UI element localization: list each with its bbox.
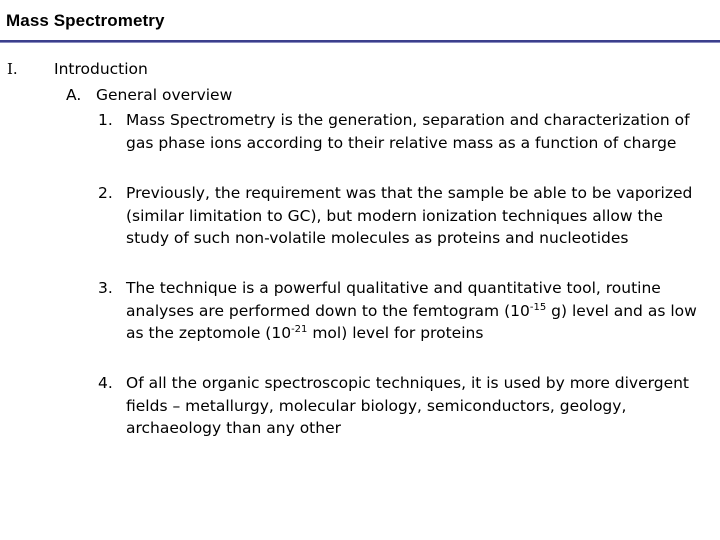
subsection-letter: A. (66, 86, 82, 104)
exponent-femtogram: -15 (529, 301, 547, 313)
list-item-3 (126, 277, 716, 345)
list-item-3-line-3 (126, 322, 716, 345)
list-item-4-line-1: Of all the organic spectroscopic techniques, it is used by more divergent (126, 374, 690, 392)
list-item-3-line-2 (126, 300, 716, 323)
title-underline-shadow (0, 42, 720, 43)
list-item-2 (126, 182, 716, 250)
slide-title: Mass Spectrometry (6, 11, 165, 30)
roman-numeral: I. (7, 60, 18, 78)
subsection-heading: General overview (96, 86, 233, 104)
list-item-3-line-3-pre: as the zeptomole (10 (126, 324, 292, 342)
item-number-2: 2. (98, 184, 113, 202)
exponent-zeptomole: -21 (291, 324, 308, 335)
list-item-3-line-3-post: mol) level for proteins (307, 324, 484, 342)
item-number-4: 4. (98, 374, 113, 392)
list-item-2-line-2: (similar limitation to GC), but modern ionization techniques allow the (126, 206, 663, 225)
list-item-1-line-2: gas phase ions according to their relative mass as a function of charge (126, 133, 677, 152)
item-number-3: 3. (98, 279, 113, 297)
list-item-1 (126, 109, 716, 154)
list-item-4 (126, 372, 716, 440)
list-item-2-line-1: Previously, the requirement was that the sample be able to be vaporized (126, 184, 693, 202)
list-item-4-line-2: fields – metallurgy, molecular biology, semiconductors, geology, (126, 396, 627, 415)
item-number-1: 1. (98, 111, 113, 129)
list-item-3-line-2-pre: analyses are performed down to the femtogram (10 (126, 301, 530, 320)
list-item-2-line-3: study of such non-volatile molecules as proteins and nucleotides (126, 229, 629, 247)
section-heading: Introduction (54, 60, 148, 78)
list-item-3-line-1: The technique is a powerful qualitative and quantitative tool, routine (126, 279, 661, 297)
list-item-1-line-1: Mass Spectrometry is the generation, separation and characterization of (126, 111, 690, 129)
list-item-4-line-3: archaeology than any other (126, 419, 341, 437)
list-item-3-line-2-post: g) level and as low (546, 301, 697, 320)
